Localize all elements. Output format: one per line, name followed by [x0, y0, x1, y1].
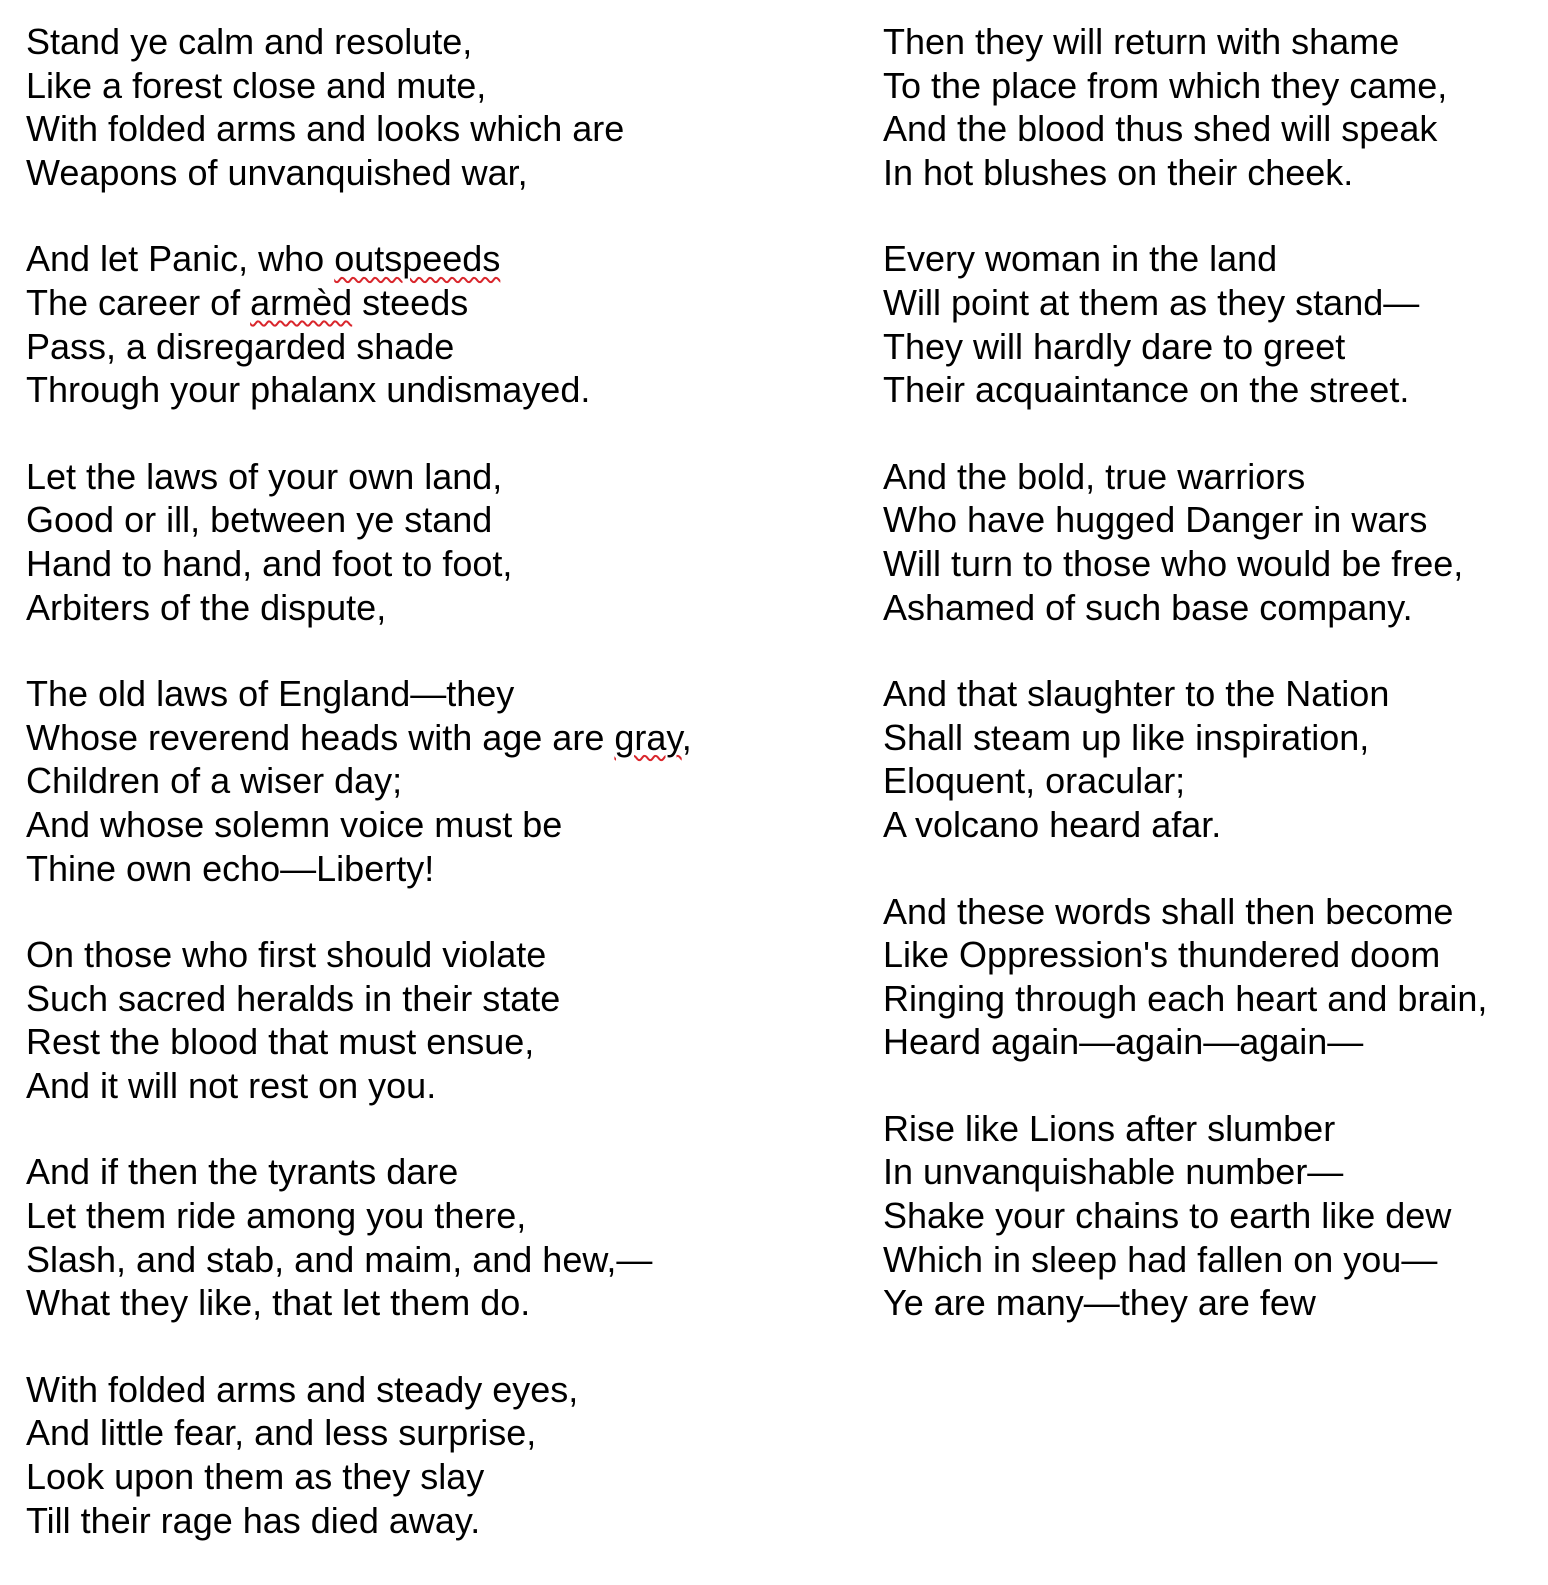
- poem-line: Good or ill, between ye stand: [26, 499, 493, 541]
- poem-line: They will hardly dare to greet: [883, 325, 1346, 367]
- poem-line: And the bold, true warriors: [883, 455, 1306, 497]
- poem-line: Shake your chains to earth like dew: [883, 1195, 1452, 1237]
- stanza: [26, 455, 692, 629]
- poem-line: Like a forest close and mute,: [26, 64, 487, 106]
- poem-line: Such sacred heralds in their state: [26, 977, 561, 1019]
- poem-line: And let Panic, who outspeeds: [26, 238, 501, 280]
- poem-line: Who have hugged Danger in wars: [883, 499, 1428, 541]
- poem-line: And the blood thus shed will speak: [883, 108, 1438, 150]
- poem-column-left: [26, 20, 692, 1585]
- stanza: [26, 933, 692, 1107]
- poem-line: Like Oppression's thundered doom: [883, 934, 1441, 976]
- poem-line: Let them ride among you there,: [26, 1195, 527, 1237]
- spellcheck-flagged-word: armèd: [250, 281, 353, 323]
- poem-line: Let the laws of your own land,: [26, 455, 503, 497]
- stanza: [883, 20, 1487, 194]
- stanza: [26, 237, 692, 411]
- poem-line: Slash, and stab, and maim, and hew,—: [26, 1238, 653, 1280]
- stanza: [883, 1107, 1487, 1325]
- poem-line: And little fear, and less surprise,: [26, 1412, 537, 1454]
- poem-line: And it will not rest on you.: [26, 1064, 437, 1106]
- stanza: [26, 1368, 692, 1542]
- poem-line: Ashamed of such base company.: [883, 586, 1413, 628]
- poem-line: On those who first should violate: [26, 934, 547, 976]
- stanza: [883, 672, 1487, 846]
- poem-line: With folded arms and steady eyes,: [26, 1368, 579, 1410]
- stanza: [26, 672, 692, 890]
- poem-line: Hand to hand, and foot to foot,: [26, 542, 513, 584]
- poem-line: The old laws of England—they: [26, 673, 515, 715]
- stanza: [883, 237, 1487, 411]
- poem-line: Look upon them as they slay: [26, 1456, 485, 1498]
- poem-line: What they like, that let them do.: [26, 1282, 531, 1324]
- stanza: [26, 20, 692, 194]
- poem-line: To the place from which they came,: [883, 64, 1448, 106]
- poem-line: Will turn to those who would be free,: [883, 542, 1464, 584]
- stanza: [26, 1150, 692, 1324]
- stanza: [883, 890, 1487, 1064]
- poem-line: Till their rage has died away.: [26, 1499, 481, 1541]
- poem-line: Whose reverend heads with age are gray,: [26, 716, 692, 758]
- poem-line: In hot blushes on their cheek.: [883, 151, 1354, 193]
- poem-line: Eloquent, oracular;: [883, 760, 1186, 802]
- poem-line: Every woman in the land: [883, 238, 1278, 280]
- poem-line: Then they will return with shame: [883, 21, 1400, 62]
- poem-line: A volcano heard afar.: [883, 803, 1222, 845]
- poem-line: Children of a wiser day;: [26, 760, 403, 802]
- poem-line: And whose solemn voice must be: [26, 803, 563, 845]
- poem-line: In unvanquishable number—: [883, 1151, 1344, 1193]
- poem-line: Ringing through each heart and brain,: [883, 977, 1488, 1019]
- poem-line: And that slaughter to the Nation: [883, 673, 1390, 715]
- poem-column-right: [883, 20, 1487, 1368]
- poem-line: Their acquaintance on the street.: [883, 369, 1410, 411]
- poem-line: With folded arms and looks which are: [26, 108, 625, 150]
- poem-line: Stand ye calm and resolute,: [26, 21, 473, 62]
- poem-line: Which in sleep had fallen on you—: [883, 1238, 1438, 1280]
- poem-line: Shall steam up like inspiration,: [883, 716, 1370, 758]
- poem-line: Thine own echo—Liberty!: [26, 847, 435, 889]
- poem-line: The career of armèd steeds: [26, 281, 469, 323]
- poem-line: Ye are many—they are few: [883, 1282, 1316, 1324]
- poem-line: Weapons of unvanquished war,: [26, 151, 528, 193]
- poem-line: Will point at them as they stand—: [883, 281, 1420, 323]
- poem-line: Rise like Lions after slumber: [883, 1107, 1336, 1149]
- stanza: [883, 455, 1487, 629]
- spellcheck-flagged-word: gray: [614, 716, 682, 758]
- poem-line: Through your phalanx undismayed.: [26, 369, 591, 411]
- spellcheck-flagged-word: outspeeds: [334, 238, 501, 280]
- poem-line: Pass, a disregarded shade: [26, 325, 455, 367]
- poem-line: Rest the blood that must ensue,: [26, 1021, 535, 1063]
- poem-line: Arbiters of the dispute,: [26, 586, 387, 628]
- poem-line: And these words shall then become: [883, 890, 1454, 932]
- poem-line: Heard again—again—again—: [883, 1021, 1364, 1063]
- poem-line: And if then the tyrants dare: [26, 1151, 459, 1193]
